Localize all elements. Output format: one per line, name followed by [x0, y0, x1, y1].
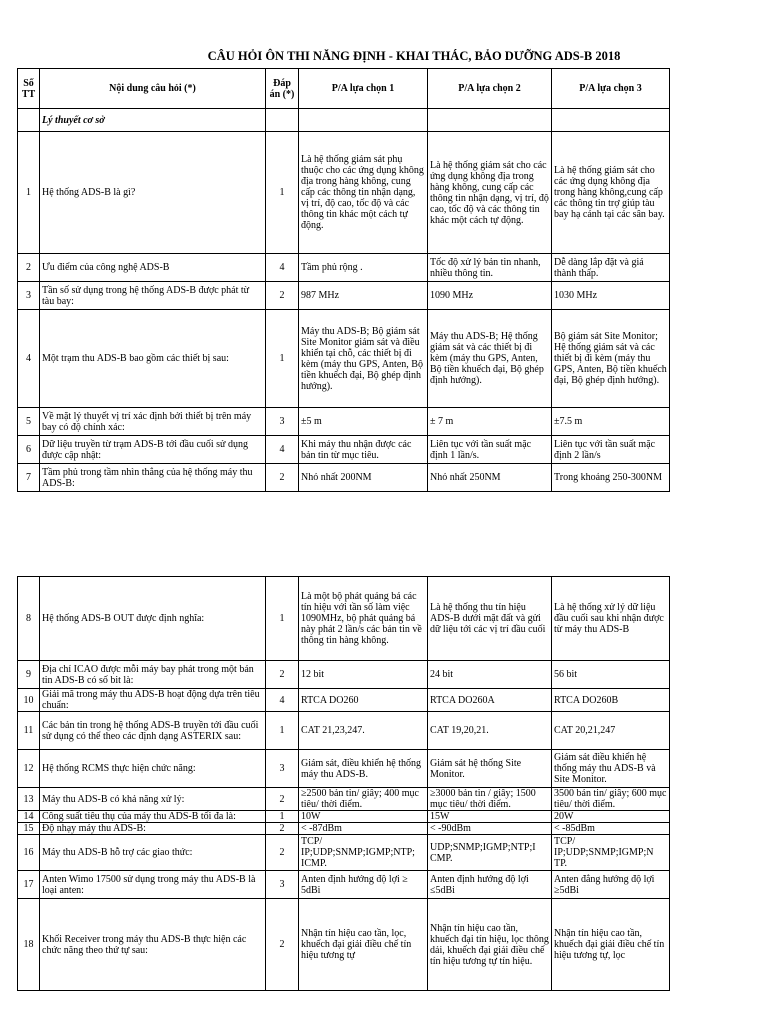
- question-number: 2: [18, 254, 40, 282]
- answer-number: 2: [266, 282, 299, 310]
- answer-number: 2: [266, 661, 299, 689]
- option-3-text: Trong khoảng 250-300NM: [552, 464, 670, 492]
- option-2-text: Là hệ thống thu tín hiệu ADS-B dưới mặt đất và gửi dữ liệu tới các vị trí đầu cuối: [428, 577, 552, 661]
- question-number: 9: [18, 661, 40, 689]
- table-row: [18, 811, 670, 823]
- table-row: [18, 464, 670, 492]
- option-1-text: ≥2500 bản tin/ giây; 400 mục tiêu/ thời điểm.: [299, 788, 428, 811]
- question-number: 18: [18, 899, 40, 991]
- answer-number: 2: [266, 823, 299, 835]
- question-text: Hệ thống ADS-B OUT được định nghĩa:: [40, 577, 266, 661]
- question-number: 17: [18, 871, 40, 899]
- table-row: [18, 788, 670, 811]
- question-text: Dữ liệu truyền từ trạm ADS-B tới đầu cuối sử dụng được cập nhật:: [40, 436, 266, 464]
- page-title: CÂU HỎI ÔN THI NĂNG ĐỊNH - KHAI THÁC, BẢO DƯỠNG ADS-B 2018: [207, 49, 621, 63]
- question-text: Ưu điểm của công nghệ ADS-B: [40, 254, 266, 282]
- table-row: [18, 310, 670, 408]
- question-number: 1: [18, 132, 40, 254]
- option-1-text: CAT 21,23,247.: [299, 712, 428, 750]
- option-1-text: 987 MHz: [299, 282, 428, 310]
- option-3-text: < -85dBm: [552, 823, 670, 835]
- option-1-text: Tầm phủ rộng .: [299, 254, 428, 282]
- question-number: 6: [18, 436, 40, 464]
- question-text: Một trạm thu ADS-B bao gồm các thiết bị sau:: [40, 310, 266, 408]
- question-text: Máy thu ADS-B có khả năng xử lý:: [40, 788, 266, 811]
- option-3-text: 56 bit: [552, 661, 670, 689]
- answer-number: 1: [266, 811, 299, 823]
- question-text: Tần số sử dụng trong hệ thống ADS-B được phát từ tàu bay:: [40, 282, 266, 310]
- option-2-text: Máy thu ADS-B; Hệ thống giám sát và các thiết bị đi kèm (máy thu GPS, Anten, Bộ tiền khuếch đại, Bộ ghép định hướng).: [428, 310, 552, 408]
- option-3-text: 3500 bản tin/ giây; 600 mục tiêu/ thời điểm.: [552, 788, 670, 811]
- header-stt: Số TT: [18, 69, 40, 109]
- question-number: 5: [18, 408, 40, 436]
- answer-number: 2: [266, 788, 299, 811]
- answer-number: 1: [266, 310, 299, 408]
- option-1-text: ±5 m: [299, 408, 428, 436]
- question-text: Các bản tin trong hệ thống ADS-B truyền tới đầu cuối sử dụng có thể theo các định dạng ASTERIX sau:: [40, 712, 266, 750]
- option-1-text: 10W: [299, 811, 428, 823]
- question-number: 11: [18, 712, 40, 750]
- option-2-text: 15W: [428, 811, 552, 823]
- option-1-text: 12 bit: [299, 661, 428, 689]
- option-3-text: Bộ giám sát Site Monitor; Hệ thống giám sát và các thiết bị đi kèm (máy thu GPS, Anten, Bộ tiền khuếch đại, Bộ ghép định hướng).: [552, 310, 670, 408]
- table-row: [18, 712, 670, 750]
- question-number: 12: [18, 750, 40, 788]
- question-text: Máy thu ADS-B hỗ trợ các giao thức:: [40, 835, 266, 871]
- option-2-text: Giám sát hệ thống Site Monitor.: [428, 750, 552, 788]
- answer-number: 4: [266, 689, 299, 712]
- option-3-text: Liên tục với tần suất mặc định 2 lần/s: [552, 436, 670, 464]
- option-3-text: Là hệ thống xử lý dữ liệu đầu cuối sau khi nhận được từ máy thu ADS-B: [552, 577, 670, 661]
- option-3-text: CAT 20,21,247: [552, 712, 670, 750]
- option-1-text: Nhỏ nhất 200NM: [299, 464, 428, 492]
- table-row: [18, 254, 670, 282]
- option-2-text: UDP;SNMP;IGMP;NTP;I CMP.: [428, 835, 552, 871]
- answer-number: 2: [266, 835, 299, 871]
- option-3-text: Nhận tín hiệu cao tần, khuếch đại giải điều chế tín hiệu tương tự, lọc: [552, 899, 670, 991]
- section-title: Lý thuyết cơ sở: [40, 109, 266, 132]
- answer-number: 1: [266, 712, 299, 750]
- question-number: 16: [18, 835, 40, 871]
- header-option-3: P/A lựa chọn 3: [552, 69, 670, 109]
- option-2-text: < -90dBm: [428, 823, 552, 835]
- option-3-text: RTCA DO260B: [552, 689, 670, 712]
- question-text: Độ nhạy máy thu ADS-B:: [40, 823, 266, 835]
- option-2-text: Tốc độ xử lý bản tin nhanh, nhiều thông tin.: [428, 254, 552, 282]
- option-2-text: 24 bit: [428, 661, 552, 689]
- table-row: [18, 835, 670, 871]
- option-3-text: TCP/ IP;UDP;SNMP;IGMP;N TP.: [552, 835, 670, 871]
- question-text: Anten Wimo 17500 sử dụng trong máy thu ADS-B là loại anten:: [40, 871, 266, 899]
- table-row: [18, 823, 670, 835]
- question-number: 15: [18, 823, 40, 835]
- option-1-text: Nhận tín hiệu cao tần, lọc, khuếch đại giải điều chế tín hiệu tương tự: [299, 899, 428, 991]
- answer-number: 3: [266, 750, 299, 788]
- option-2-text: Là hệ thống giám sát cho các ứng dụng không địa trong hàng không, cung cấp các thông tin nhận dạng, vị trí, độ cao, tốc độ và các thông tin khác một cách tự động.: [428, 132, 552, 254]
- option-1-text: RTCA DO260: [299, 689, 428, 712]
- option-1-text: < -87dBm: [299, 823, 428, 835]
- question-text: Hệ thống RCMS thực hiện chức năng:: [40, 750, 266, 788]
- answer-number: 4: [266, 436, 299, 464]
- option-2-text: ≥3000 bản tin / giây; 1500 mục tiêu/ thời điểm.: [428, 788, 552, 811]
- question-number: 8: [18, 577, 40, 661]
- option-2-text: RTCA DO260A: [428, 689, 552, 712]
- option-2-text: Nhỏ nhất 250NM: [428, 464, 552, 492]
- option-2-text: Nhận tín hiệu cao tần, khuếch đại tín hiệu, lọc thông dải, khuếch đại giải điều chế tín hiệu tương tự tín hiệu.: [428, 899, 552, 991]
- questions-table-2: [17, 576, 670, 991]
- table-row: [18, 408, 670, 436]
- table-row: [18, 899, 670, 991]
- header-option-2: P/A lựa chọn 2: [428, 69, 552, 109]
- question-text: Giải mã trong máy thu ADS-B hoạt động dựa trên tiêu chuẩn:: [40, 689, 266, 712]
- table-row: [18, 132, 670, 254]
- option-1-text: Là một bộ phát quảng bá các tín hiệu với tần số làm việc 1090MHz, bộ phát quảng bá này phát 2 lần/s các bản tin về thông tin hàng không.: [299, 577, 428, 661]
- table-row: [18, 871, 670, 899]
- answer-number: 3: [266, 408, 299, 436]
- answer-number: 1: [266, 577, 299, 661]
- questions-table-1: [17, 68, 670, 492]
- option-2-text: CAT 19,20,21.: [428, 712, 552, 750]
- option-3-text: Dễ dàng lắp đặt và giá thành thấp.: [552, 254, 670, 282]
- question-number: 7: [18, 464, 40, 492]
- question-text: Về mặt lý thuyết vị trí xác định bởi thiết bị trên máy bay có độ chính xác:: [40, 408, 266, 436]
- answer-number: 3: [266, 871, 299, 899]
- option-2-text: ± 7 m: [428, 408, 552, 436]
- question-number: 10: [18, 689, 40, 712]
- question-number: 4: [18, 310, 40, 408]
- option-1-text: Khi máy thu nhận được các bản tin từ mục tiêu.: [299, 436, 428, 464]
- question-text: Công suất tiêu thụ của máy thu ADS-B tối đa là:: [40, 811, 266, 823]
- question-text: Tầm phủ trong tầm nhìn thẳng của hệ thống máy thu ADS-B:: [40, 464, 266, 492]
- option-3-text: Là hệ thống giám sát cho các ứng dụng không địa trong hàng không,cung cấp các thông tin trợ giúp tàu bay hạ cánh tại các sân bay.: [552, 132, 670, 254]
- answer-number: 2: [266, 899, 299, 991]
- table-row: [18, 577, 670, 661]
- question-number: 3: [18, 282, 40, 310]
- header-option-1: P/A lựa chọn 1: [299, 69, 428, 109]
- header-answer: Đáp án (*): [266, 69, 299, 109]
- option-2-text: 1090 MHz: [428, 282, 552, 310]
- option-1-text: TCP/ IP;UDP;SNMP;IGMP;NTP; ICMP.: [299, 835, 428, 871]
- header-question: Nội dung câu hỏi (*): [40, 69, 266, 109]
- table-row: [18, 750, 670, 788]
- table-row: [18, 661, 670, 689]
- option-1-text: Anten định hướng độ lợi ≥ 5dBi: [299, 871, 428, 899]
- question-text: Khối Receiver trong máy thu ADS-B thực hiện các chức năng theo thứ tự sau:: [40, 899, 266, 991]
- option-2-text: Anten định hướng độ lợi ≤5dBi: [428, 871, 552, 899]
- option-3-text: 1030 MHz: [552, 282, 670, 310]
- question-text: Hệ thống ADS-B là gì?: [40, 132, 266, 254]
- option-3-text: Giám sát điều khiển hệ thống máy thu ADS-B và Site Monitor.: [552, 750, 670, 788]
- answer-number: 2: [266, 464, 299, 492]
- option-3-text: Anten đẳng hướng độ lợi ≥5dBi: [552, 871, 670, 899]
- table-row: [18, 436, 670, 464]
- answer-number: 1: [266, 132, 299, 254]
- question-number: 13: [18, 788, 40, 811]
- option-3-text: 20W: [552, 811, 670, 823]
- table-row: [18, 282, 670, 310]
- option-3-text: ±7.5 m: [552, 408, 670, 436]
- option-2-text: Liên tục với tần suất mặc định 1 lần/s.: [428, 436, 552, 464]
- answer-number: 4: [266, 254, 299, 282]
- option-1-text: Là hệ thống giám sát phụ thuộc cho các ứng dụng không địa trong hàng không, cung cấp các thông tin nhận dạng, vị trí, độ cao, tốc độ và các thông tin khác một cách tự động.: [299, 132, 428, 254]
- question-number: 14: [18, 811, 40, 823]
- option-1-text: Máy thu ADS-B; Bộ giám sát Site Monitor giám sát và điều khiển tại chỗ, các thiết bị đi kèm (máy thu GPS, Anten, Bộ tiền khuếch đại, Bộ ghép định hướng).: [299, 310, 428, 408]
- option-1-text: Giám sát, điều khiển hệ thống máy thu ADS-B.: [299, 750, 428, 788]
- table-row: [18, 689, 670, 712]
- question-text: Địa chỉ ICAO được mỗi máy bay phát trong một bản tin ADS-B có số bit là:: [40, 661, 266, 689]
